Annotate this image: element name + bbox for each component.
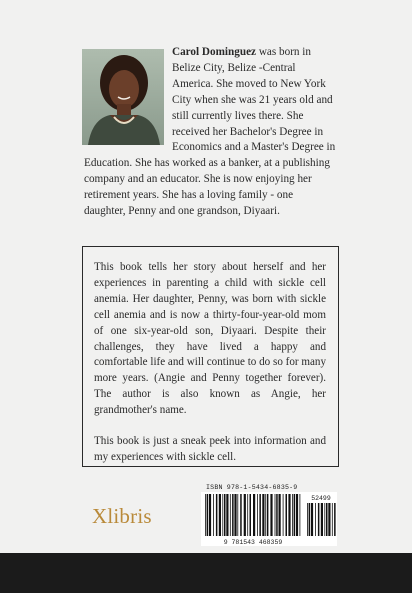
barcode-bar [270, 494, 272, 536]
barcode-bar [224, 494, 226, 536]
barcode-digits: 9 781543 468359 [223, 539, 283, 546]
barcode-bar [207, 494, 209, 536]
barcode-bar [283, 494, 284, 536]
book-summary-box [82, 246, 339, 467]
barcode-bar [219, 494, 221, 536]
barcode-bar [288, 494, 290, 536]
barcode-bar [294, 494, 296, 536]
barcode-bar [262, 494, 264, 536]
barcode-bar [226, 494, 228, 536]
barcode-bar [240, 494, 242, 536]
barcode-bar [292, 494, 293, 536]
barcode-bar [265, 494, 266, 536]
barcode-bar [209, 494, 211, 536]
summary-paragraph-1: This book tells her story about herself and her experiences in parenting a child with sickle cell anemia. Her daughter, Penny, was born with sickle cell anemia and is now a thirty-four-year-old mom of one six-year-old son, Diyaari. Despite their challenges, they have lived a happy and comfortable life and will continue to do so for many more years. (Angie and Penny together forever). The author is also known as Angie, her grandmother's name. [94, 261, 326, 417]
barcode-bar [257, 494, 258, 536]
barcode-bar [307, 503, 308, 536]
barcode-bar [230, 494, 231, 536]
barcode-bar [328, 503, 330, 536]
bottom-band [0, 553, 412, 593]
barcode-bar [275, 494, 276, 536]
publisher-logo: Xlibris [92, 504, 152, 528]
barcode-bar [259, 494, 261, 536]
barcode-bar [286, 494, 288, 536]
barcode-bar [237, 494, 238, 536]
author-name: Carol Dominguez [172, 46, 257, 58]
barcode-bar [296, 494, 298, 536]
summary-paragraph-2: This book is just a sneak peek into information and my experiences with sickle cell. [94, 435, 326, 463]
barcode-bar [216, 494, 218, 536]
price-code: 52499 [311, 495, 331, 502]
barcode-bar [213, 494, 214, 536]
barcode-bar [311, 503, 313, 536]
barcode-bar [324, 503, 325, 536]
barcode-bar [267, 494, 269, 536]
barcode-bar [309, 503, 311, 536]
barcode-bar [315, 503, 316, 536]
author-bio [84, 45, 336, 220]
barcode-bar [279, 494, 281, 536]
barcode-bar [300, 494, 301, 536]
barcode-bar [222, 494, 223, 536]
barcode-bar [253, 494, 255, 536]
barcode-bar [318, 503, 320, 536]
barcode [201, 492, 337, 546]
barcode-bar [234, 494, 236, 536]
barcode-bar [321, 503, 323, 536]
barcode-bar [250, 494, 252, 536]
barcode-bar [334, 503, 336, 536]
barcode-bar [332, 503, 333, 536]
isbn-label: ISBN 978-1-5434-6835-9 [206, 484, 298, 491]
barcode-bar [232, 494, 234, 536]
barcode-bar [326, 503, 328, 536]
barcode-bar [247, 494, 248, 536]
barcode-bar [205, 494, 206, 536]
author-bio-text: was born in Belize City, Belize -Central America. She moved to New York City when she was 21 years old and still currently lives there. She received her Bachelor's Degree in Economics and a Master's Degree in Education. She has worked as a banker, at a publishing company and an educator. She is now enjoying her retirement years. She has a loving family - one daughter, Penny and one grandson, Diyaari. [84, 46, 336, 218]
barcode-bar [276, 494, 278, 536]
barcode-bar [244, 494, 246, 536]
